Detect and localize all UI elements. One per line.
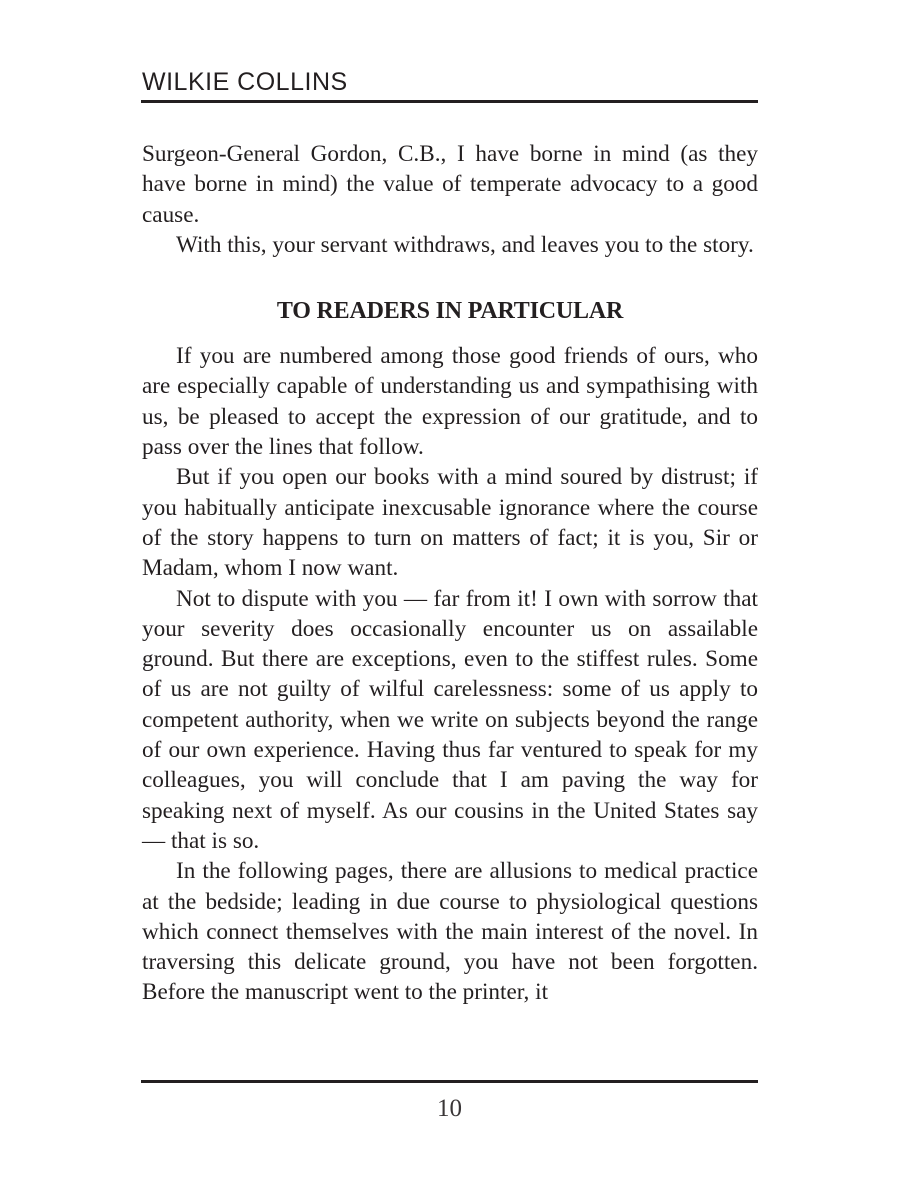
paragraph: If you are numbered among those good friends of ours, who are especially capable of understanding us and sympathising with us, be pleased to accept the expression of our gratitude, and to pass over the lines that follow.: [142, 343, 758, 461]
page-body: [142, 139, 758, 1008]
header-rule: [141, 100, 758, 103]
footer-rule: [141, 1080, 758, 1083]
paragraph: In the following pages, there are allusions to medical practice at the bedside; leading in due course to physiological questions which connect themselves with the main interest of the novel. In traversing this delicate ground, you have not been forgotten. Before the manuscript went to the printer, it: [142, 858, 758, 1006]
paragraph: But if you open our books with a mind soured by distrust; if you habitually anticipate inexcusable ignorance where the course of the story happens to turn on matters of fact; it is you, Sir or Madam, whom I now want.: [142, 464, 758, 582]
page-number: 10: [437, 1095, 462, 1122]
continuation-paragraph: Surgeon-General Gordon, C.B., I have borne in mind (as they have borne in mind) the value of temperate advocacy to a good cause.: [142, 141, 758, 228]
paragraph: Not to dispute with you — far from it! I own with sorrow that your severity does occasionally encounter us on assailable ground. But there are exceptions, even to the stiffest rules. Some of us are not guilty of wilful carelessness: some of us apply to competent authority, when we write on subjects beyond the range of our own experience. Having thus far ventured to speak for my colleagues, you will conclude that I am paving the way for speaking next of myself. As our cousins in the United States say — that is so.: [142, 585, 758, 854]
section-heading: TO READERS IN PARTICULAR: [276, 298, 624, 325]
running-head: WILKIE COLLINS: [142, 68, 348, 96]
closing-paragraph: With this, your servant withdraws, and leaves you to the story.: [176, 231, 754, 258]
